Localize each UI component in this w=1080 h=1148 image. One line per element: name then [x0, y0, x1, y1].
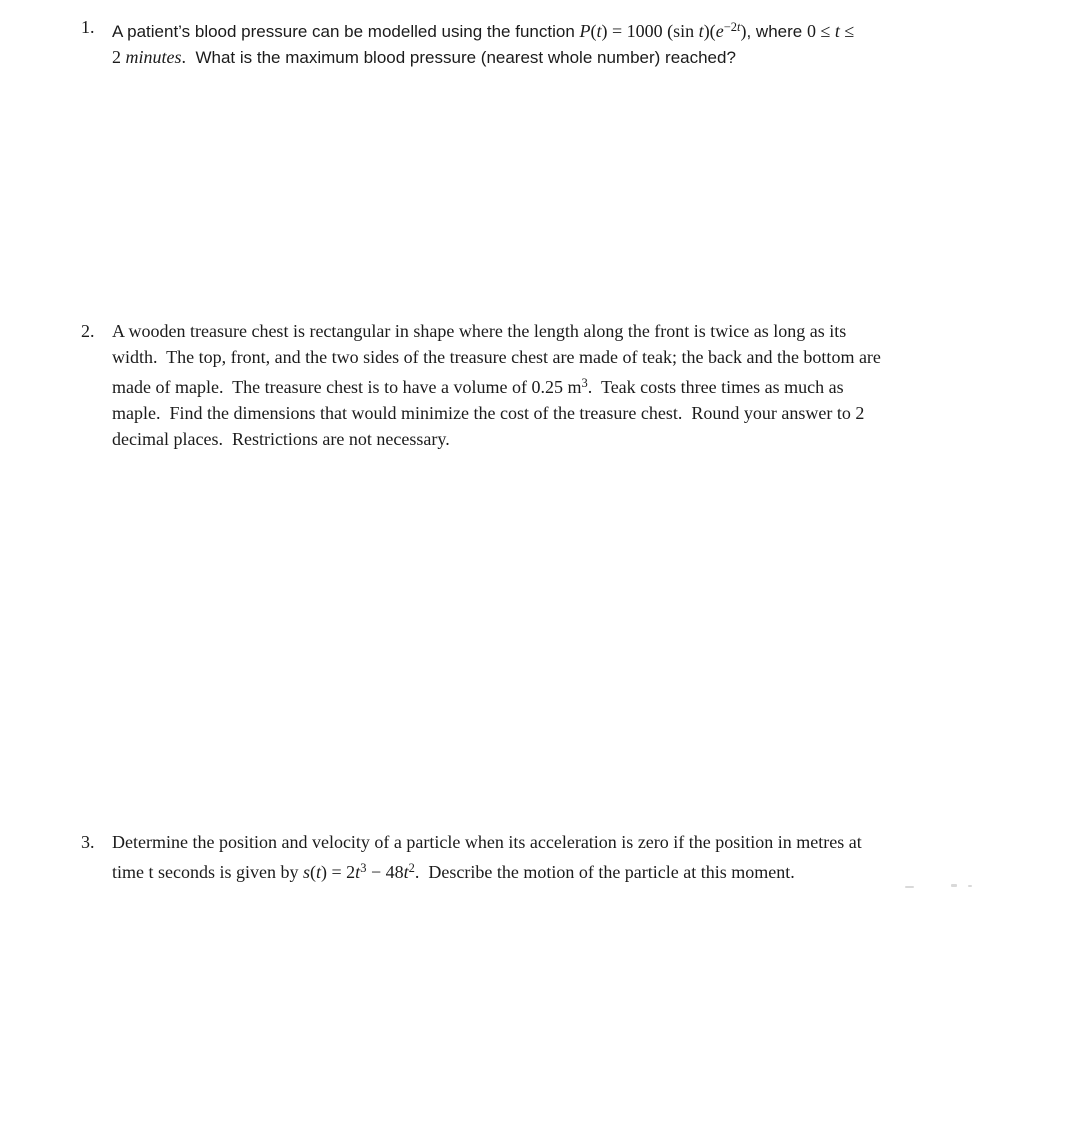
text-segment: A patient’s blood pressure can be modelled using the function	[112, 22, 580, 41]
text-segment: t	[316, 862, 322, 882]
text-segment: ) = 1000 (sin	[601, 21, 699, 41]
text-segment: t	[596, 21, 602, 41]
text-segment: 3	[360, 861, 367, 875]
text-segment: A wooden treasure chest is rectangular in shape where the length along the front is twice as long as its	[112, 321, 847, 341]
text-line	[112, 401, 1040, 427]
text-segment: (	[310, 862, 316, 882]
text-segment: . Describe the motion of the particle at this moment.	[414, 862, 795, 882]
text-line	[112, 345, 1040, 371]
text-segment: (	[590, 21, 597, 41]
text-segment: .	[181, 47, 186, 67]
text-segment: 2	[112, 47, 126, 67]
text-line	[112, 371, 1040, 401]
problem-3	[81, 830, 1040, 886]
text-segment: 3	[581, 376, 588, 390]
text-line	[112, 15, 1040, 45]
text-segment: , where	[746, 22, 807, 41]
text-line	[112, 830, 1040, 856]
text-segment: minutes	[125, 47, 182, 67]
text-segment: decimal places. Restrictions are not necessary.	[112, 429, 450, 449]
text-segment: maple. Find the dimensions that would minimize the cost of the treasure chest. Round your answer to 2	[112, 403, 865, 423]
problem-number: 2.	[81, 321, 95, 341]
text-segment: Determine the position and velocity of a particle when its acceleration is zero if the position in metres at	[112, 832, 862, 852]
text-segment: e	[715, 21, 724, 41]
text-segment: t	[698, 21, 704, 41]
scan-artifact	[968, 885, 972, 887]
text-line	[112, 856, 1040, 886]
text-segment: . Teak costs three times as much as	[587, 377, 844, 397]
text-segment: What is the maximum blood pressure (nearest whole number) reached?	[186, 48, 736, 67]
scan-artifact	[905, 886, 914, 888]
text-segment: ≤	[839, 21, 855, 41]
text-segment: 2	[408, 861, 415, 875]
text-segment: 0 ≤	[806, 21, 835, 41]
text-segment: )	[740, 21, 747, 41]
problem-text	[112, 319, 1040, 453]
text-segment: − 48	[366, 862, 404, 882]
text-segment: t	[834, 21, 840, 41]
problem-1	[81, 15, 1040, 71]
problem-text	[112, 15, 1040, 71]
text-segment: t	[403, 862, 409, 882]
text-segment: width. The top, front, and the two sides of the treasure chest are made of teak; the back and the bottom are	[112, 347, 881, 367]
text-segment: t	[737, 20, 741, 34]
problem-text	[112, 830, 1040, 886]
problem-2	[81, 319, 1040, 453]
text-segment: t	[355, 862, 361, 882]
text-segment: −2	[723, 20, 737, 34]
text-segment: time t seconds is given by	[112, 862, 303, 882]
text-segment: ) = 2	[321, 862, 356, 882]
text-line	[112, 45, 1040, 71]
text-segment: s	[302, 862, 310, 882]
problem-number: 3.	[81, 832, 95, 852]
scan-artifact	[951, 884, 957, 887]
text-segment: P	[579, 21, 591, 41]
text-line	[112, 427, 1040, 453]
text-segment: made of maple. The treasure chest is to have a volume of 0.25 m	[112, 377, 582, 397]
text-segment: )(	[703, 21, 716, 41]
text-line	[112, 319, 1040, 345]
problem-number: 1.	[81, 17, 95, 37]
